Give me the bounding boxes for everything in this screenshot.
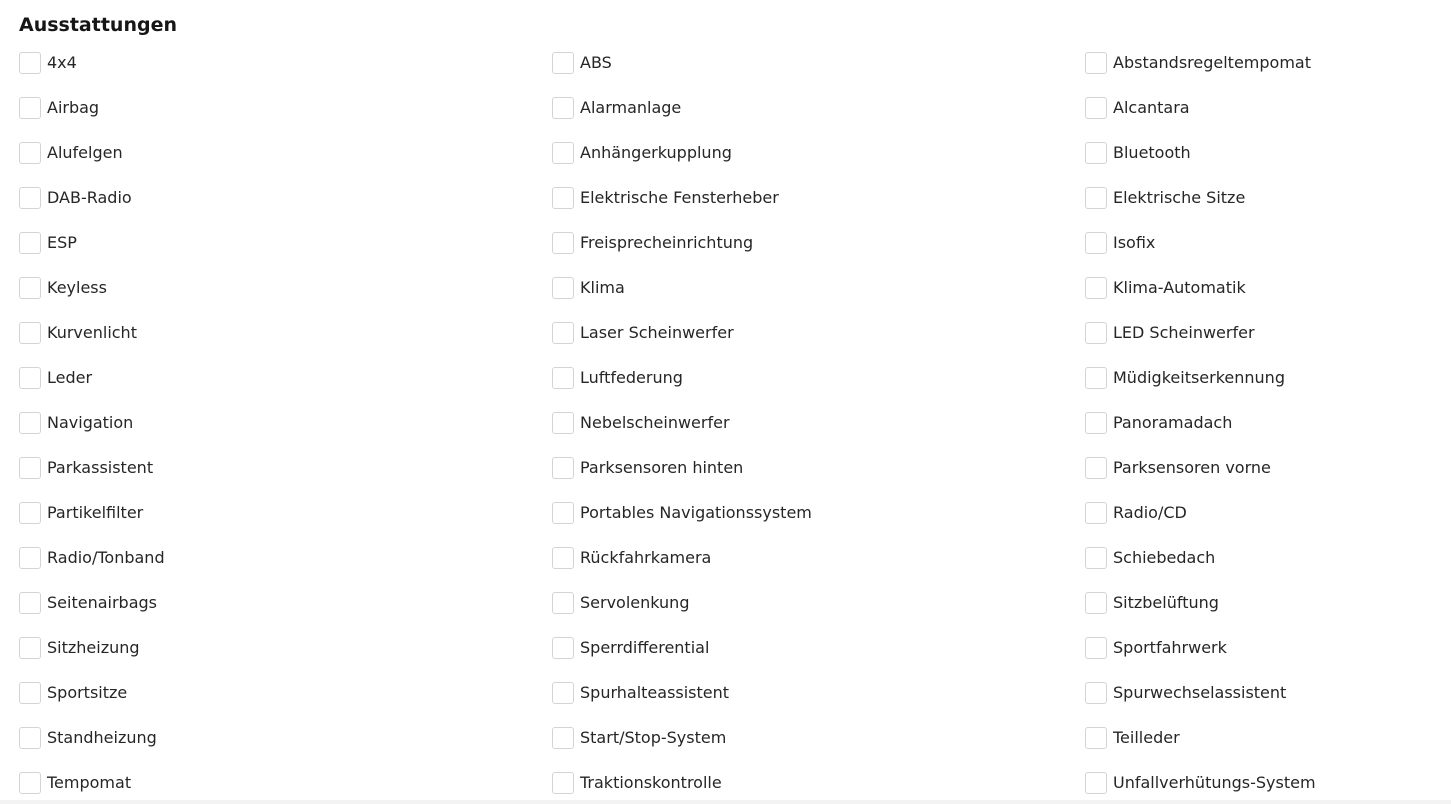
section-title: Ausstattungen <box>19 14 177 36</box>
checkbox-kurvenlicht[interactable] <box>19 322 41 344</box>
option-label: Alarmanlage <box>580 97 682 117</box>
option-start-stop-system[interactable] <box>552 715 1085 760</box>
option-bluetooth[interactable] <box>1085 130 1439 175</box>
checkbox-portables-navigationssystem[interactable] <box>552 502 574 524</box>
checkbox-alufelgen[interactable] <box>19 142 41 164</box>
option-label: DAB-Radio <box>47 187 132 207</box>
option-klima[interactable] <box>552 265 1085 310</box>
option-label: LED Scheinwerfer <box>1113 322 1255 342</box>
option-label: Abstandsregeltempomat <box>1113 52 1311 72</box>
option-sitzbelueftung[interactable] <box>1085 580 1439 625</box>
checkbox-traktionskontrolle[interactable] <box>552 772 574 794</box>
option-label: ESP <box>47 232 77 252</box>
option-label: Kurvenlicht <box>47 322 137 342</box>
checkbox-elektrische-fensterheber[interactable] <box>552 187 574 209</box>
checkbox-radio-tonband[interactable] <box>19 547 41 569</box>
option-tempomat[interactable] <box>19 760 552 804</box>
option-radio-cd[interactable] <box>1085 490 1439 535</box>
option-abstandsregeltempomat[interactable] <box>1085 40 1439 85</box>
option-airbag[interactable] <box>19 85 552 130</box>
option-label: Freisprecheinrichtung <box>580 232 754 252</box>
checkbox-alarmanlage[interactable] <box>552 97 574 119</box>
option-rueckfahrkamera[interactable] <box>552 535 1085 580</box>
option-servolenkung[interactable] <box>552 580 1085 625</box>
equipment-options-grid <box>19 40 1439 804</box>
checkbox-muedigkeitserkennung[interactable] <box>1085 367 1107 389</box>
option-partikelfilter[interactable] <box>19 490 552 535</box>
option-label: Müdigkeitserkennung <box>1113 367 1285 387</box>
option-kurvenlicht[interactable] <box>19 310 552 355</box>
option-label: Partikelfilter <box>47 502 144 522</box>
option-label: Anhängerkupplung <box>580 142 732 162</box>
checkbox-anhaengerkupplung[interactable] <box>552 142 574 164</box>
option-label: Teilleder <box>1113 727 1180 747</box>
option-label: Nebelscheinwerfer <box>580 412 730 432</box>
option-label: Parksensoren hinten <box>580 457 744 477</box>
option-elektrische-fensterheber[interactable] <box>552 175 1085 220</box>
checkbox-servolenkung[interactable] <box>552 592 574 614</box>
checkbox-tempomat[interactable] <box>19 772 41 794</box>
option-muedigkeitserkennung[interactable] <box>1085 355 1439 400</box>
checkbox-spurhalteassistent[interactable] <box>552 682 574 704</box>
option-label: Sportfahrwerk <box>1113 637 1227 657</box>
option-parkassistent[interactable] <box>19 445 552 490</box>
option-isofix[interactable] <box>1085 220 1439 265</box>
option-laser-scheinwerfer[interactable] <box>552 310 1085 355</box>
checkbox-parkassistent[interactable] <box>19 457 41 479</box>
checkbox-sperrdifferential[interactable] <box>552 637 574 659</box>
checkbox-klima[interactable] <box>552 277 574 299</box>
checkbox-sitzbelueftung[interactable] <box>1085 592 1107 614</box>
option-label: Start/Stop-System <box>580 727 727 747</box>
option-sitzheizung[interactable] <box>19 625 552 670</box>
option-alcantara[interactable] <box>1085 85 1439 130</box>
option-led-scheinwerfer[interactable] <box>1085 310 1439 355</box>
checkbox-bluetooth[interactable] <box>1085 142 1107 164</box>
option-standheizung[interactable] <box>19 715 552 760</box>
checkbox-nebelscheinwerfer[interactable] <box>552 412 574 434</box>
option-parksensoren-vorne[interactable] <box>1085 445 1439 490</box>
checkbox-leder[interactable] <box>19 367 41 389</box>
option-unfallverhuetungs-system[interactable] <box>1085 760 1439 804</box>
option-seitenairbags[interactable] <box>19 580 552 625</box>
option-anhaengerkupplung[interactable] <box>552 130 1085 175</box>
option-label: Spurwechselassistent <box>1113 682 1287 702</box>
checkbox-alcantara[interactable] <box>1085 97 1107 119</box>
option-label: Klima <box>580 277 625 297</box>
option-4x4[interactable] <box>19 40 552 85</box>
checkbox-navigation[interactable] <box>19 412 41 434</box>
option-nebelscheinwerfer[interactable] <box>552 400 1085 445</box>
option-sperrdifferential[interactable] <box>552 625 1085 670</box>
checkbox-seitenairbags[interactable] <box>19 592 41 614</box>
option-label: Keyless <box>47 277 107 297</box>
option-alarmanlage[interactable] <box>552 85 1085 130</box>
checkbox-rueckfahrkamera[interactable] <box>552 547 574 569</box>
option-keyless[interactable] <box>19 265 552 310</box>
option-portables-navigationssystem[interactable] <box>552 490 1085 535</box>
checkbox-sportfahrwerk[interactable] <box>1085 637 1107 659</box>
option-label: Alufelgen <box>47 142 123 162</box>
option-label: Seitenairbags <box>47 592 157 612</box>
option-label: Sitzheizung <box>47 637 140 657</box>
checkbox-esp[interactable] <box>19 232 41 254</box>
option-spurwechselassistent[interactable] <box>1085 670 1439 715</box>
option-alufelgen[interactable] <box>19 130 552 175</box>
option-label: Parkassistent <box>47 457 154 477</box>
option-elektrische-sitze[interactable] <box>1085 175 1439 220</box>
option-label: Traktionskontrolle <box>580 772 722 792</box>
option-label: Alcantara <box>1113 97 1190 117</box>
option-parksensoren-hinten[interactable] <box>552 445 1085 490</box>
checkbox-sitzheizung[interactable] <box>19 637 41 659</box>
checkbox-airbag[interactable] <box>19 97 41 119</box>
option-label: Tempomat <box>47 772 132 792</box>
option-label: Schiebedach <box>1113 547 1216 567</box>
option-panoramadach[interactable] <box>1085 400 1439 445</box>
option-label: Sportsitze <box>47 682 128 702</box>
option-label: Elektrische Sitze <box>1113 187 1246 207</box>
option-spurhalteassistent[interactable] <box>552 670 1085 715</box>
option-label: Standheizung <box>47 727 157 747</box>
checkbox-teilleder[interactable] <box>1085 727 1107 749</box>
option-label: Portables Navigationssystem <box>580 502 812 522</box>
option-traktionskontrolle[interactable] <box>552 760 1085 804</box>
checkbox-schiebedach[interactable] <box>1085 547 1107 569</box>
option-label: Servolenkung <box>580 592 690 612</box>
checkbox-parksensoren-vorne[interactable] <box>1085 457 1107 479</box>
checkbox-partikelfilter[interactable] <box>19 502 41 524</box>
option-label: Airbag <box>47 97 100 117</box>
option-sportfahrwerk[interactable] <box>1085 625 1439 670</box>
option-label: Rückfahrkamera <box>580 547 712 567</box>
checkbox-luftfederung[interactable] <box>552 367 574 389</box>
option-label: Sitzbelüftung <box>1113 592 1219 612</box>
option-navigation[interactable] <box>19 400 552 445</box>
option-abs[interactable] <box>552 40 1085 85</box>
option-leder[interactable] <box>19 355 552 400</box>
option-teilleder[interactable] <box>1085 715 1439 760</box>
option-label: ABS <box>580 52 612 72</box>
checkbox-radio-cd[interactable] <box>1085 502 1107 524</box>
option-label: Radio/CD <box>1113 502 1187 522</box>
option-label: Luftfederung <box>580 367 683 387</box>
option-label: Spurhalteassistent <box>580 682 730 702</box>
option-klima-automatik[interactable] <box>1085 265 1439 310</box>
checkbox-abstandsregeltempomat[interactable] <box>1085 52 1107 74</box>
option-label: Isofix <box>1113 232 1156 252</box>
option-freisprecheinrichtung[interactable] <box>552 220 1085 265</box>
checkbox-standheizung[interactable] <box>19 727 41 749</box>
checkbox-4x4[interactable] <box>19 52 41 74</box>
option-label: Parksensoren vorne <box>1113 457 1271 477</box>
option-radio-tonband[interactable] <box>19 535 552 580</box>
checkbox-sportsitze[interactable] <box>19 682 41 704</box>
checkbox-keyless[interactable] <box>19 277 41 299</box>
checkbox-abs[interactable] <box>552 52 574 74</box>
option-label: Panoramadach <box>1113 412 1233 432</box>
option-label: Klima-Automatik <box>1113 277 1246 297</box>
option-label: Leder <box>47 367 93 387</box>
checkbox-spurwechselassistent[interactable] <box>1085 682 1107 704</box>
checkbox-laser-scheinwerfer[interactable] <box>552 322 574 344</box>
checkbox-panoramadach[interactable] <box>1085 412 1107 434</box>
option-label: Unfallverhütungs-System <box>1113 772 1316 792</box>
option-label: Sperrdifferential <box>580 637 710 657</box>
option-label: Navigation <box>47 412 134 432</box>
checkbox-unfallverhuetungs-system[interactable] <box>1085 772 1107 794</box>
checkbox-parksensoren-hinten[interactable] <box>552 457 574 479</box>
checkbox-klima-automatik[interactable] <box>1085 277 1107 299</box>
option-dab-radio[interactable] <box>19 175 552 220</box>
checkbox-led-scheinwerfer[interactable] <box>1085 322 1107 344</box>
checkbox-elektrische-sitze[interactable] <box>1085 187 1107 209</box>
checkbox-start-stop-system[interactable] <box>552 727 574 749</box>
option-schiebedach[interactable] <box>1085 535 1439 580</box>
option-label: Radio/Tonband <box>47 547 165 567</box>
option-label: Elektrische Fensterheber <box>580 187 779 207</box>
option-esp[interactable] <box>19 220 552 265</box>
checkbox-freisprecheinrichtung[interactable] <box>552 232 574 254</box>
option-label: Bluetooth <box>1113 142 1191 162</box>
checkbox-dab-radio[interactable] <box>19 187 41 209</box>
checkbox-isofix[interactable] <box>1085 232 1107 254</box>
option-sportsitze[interactable] <box>19 670 552 715</box>
option-label: 4x4 <box>47 52 77 72</box>
bottom-divider <box>0 800 1451 804</box>
option-luftfederung[interactable] <box>552 355 1085 400</box>
option-label: Laser Scheinwerfer <box>580 322 734 342</box>
